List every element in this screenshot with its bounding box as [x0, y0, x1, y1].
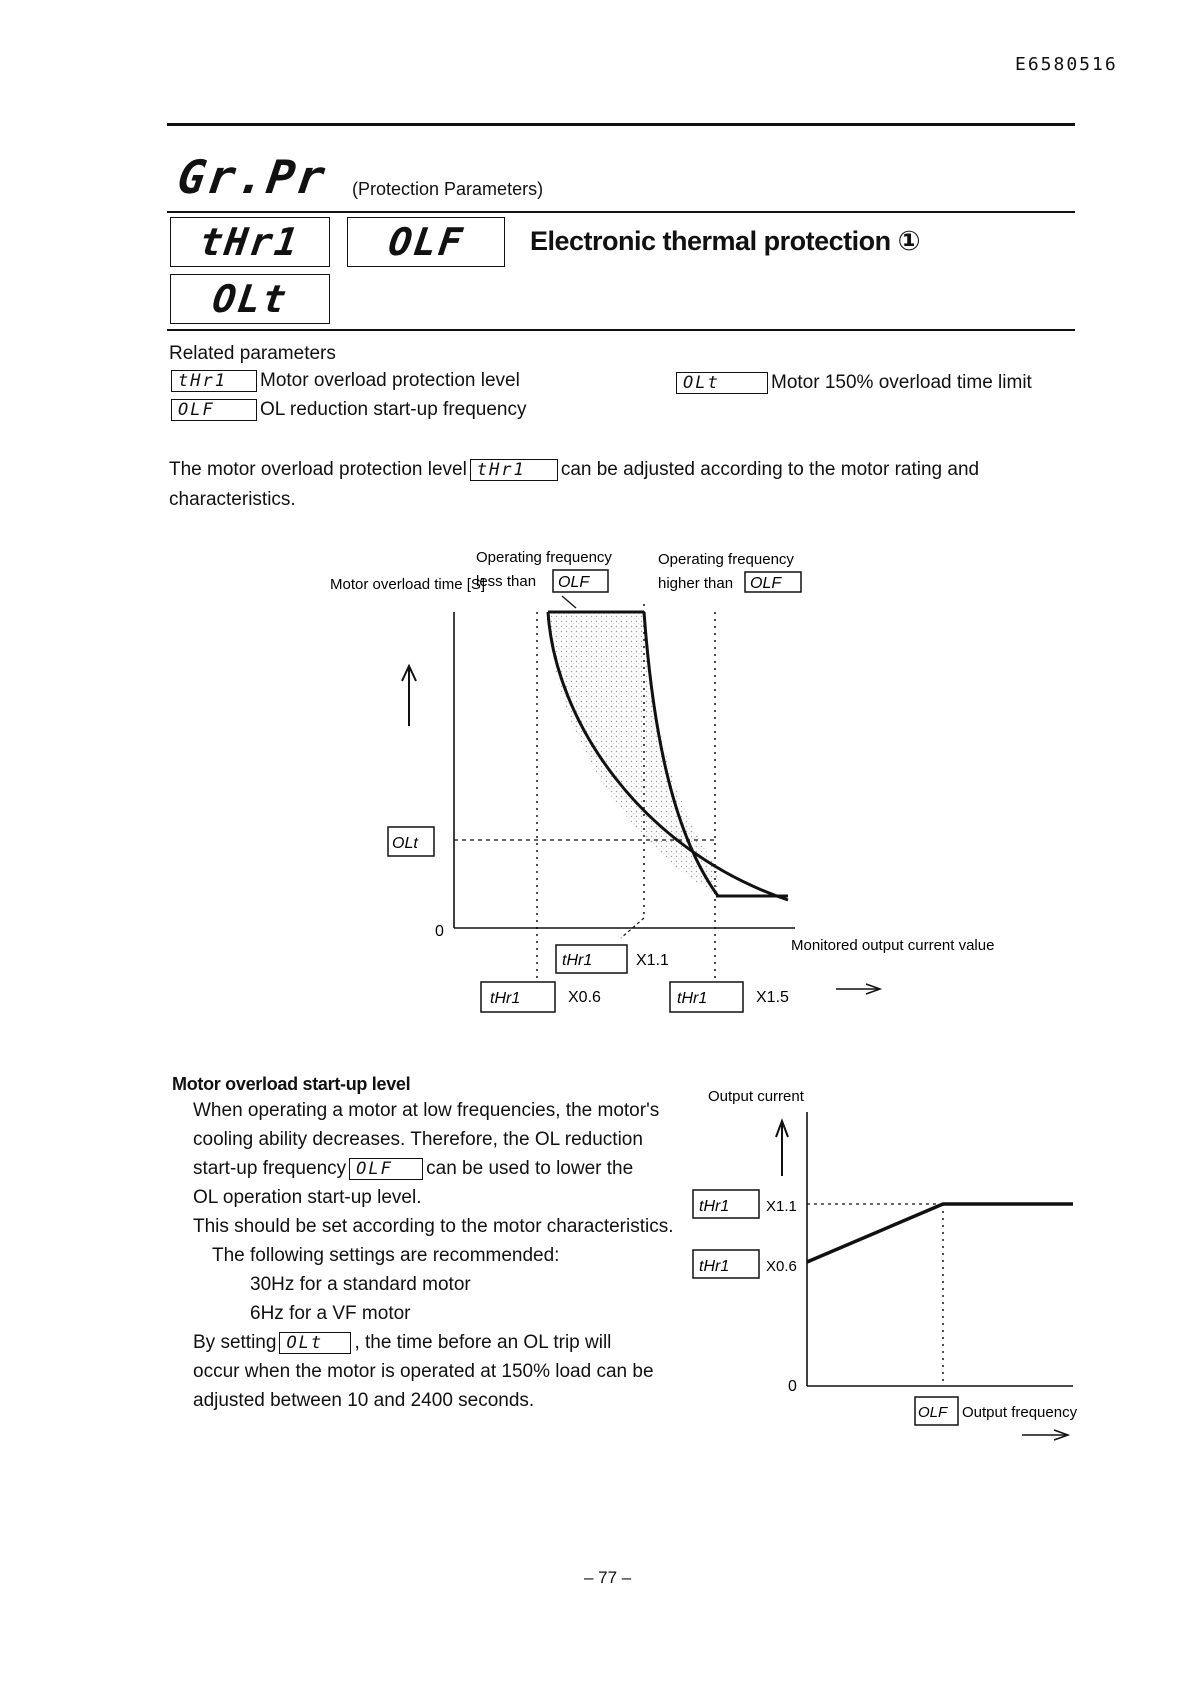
startup-line-10: occur when the motor is operated at 150% load can be — [193, 1361, 654, 1382]
related-item-olt: OLt Motor 150% overload time limit — [676, 372, 1032, 394]
section-title: Electronic thermal protection ① — [530, 226, 920, 256]
startup-line-2: cooling ability decreases. Therefore, the OL reduction — [193, 1129, 643, 1150]
ann-right-bottom: higher than — [658, 575, 734, 592]
startup-line-7: 30Hz for a standard motor — [250, 1274, 471, 1295]
group-code: Gr.Pr — [174, 150, 331, 204]
olt-marker: OLt — [392, 835, 418, 852]
related-item-olf: OLF OL reduction start-up frequency — [171, 399, 527, 421]
startup-line-8: 6Hz for a VF motor — [250, 1303, 411, 1324]
x-marker-06-mult: X0.6 — [568, 989, 601, 1006]
chart2-y06-mult: X0.6 — [766, 1258, 797, 1275]
chart2-y11-code: tHr1 — [699, 1198, 730, 1215]
param-box-thr1: tHr1 — [170, 217, 330, 267]
param-box-olf: OLF — [347, 217, 505, 267]
chart2-ylabel: Output current — [708, 1088, 804, 1105]
x-marker-15-code: tHr1 — [677, 990, 708, 1007]
startup-line-6: The following settings are recommended: — [212, 1245, 560, 1266]
origin-label: 0 — [435, 923, 444, 940]
x-marker-06-code: tHr1 — [490, 990, 521, 1007]
page-number: – 77 – — [584, 1568, 632, 1587]
chart2-y11-mult: X1.1 — [766, 1198, 797, 1215]
chart2-x-marker: OLF — [918, 1404, 948, 1421]
group-subtitle: (Protection Parameters) — [352, 179, 544, 199]
x-marker-15-mult: X1.5 — [756, 989, 789, 1006]
startup-line-4: OL operation start-up level. — [193, 1187, 422, 1208]
startup-heading: Motor overload start-up level — [172, 1074, 411, 1094]
intro-line: The motor overload protection level tHr1 can be adjusted according to the motor rating and — [169, 459, 980, 481]
related-item-thr1: tHr1 Motor overload protection level — [171, 370, 520, 392]
document-number: E6580516 — [1015, 54, 1118, 75]
startup-line-1: When operating a motor at low frequencies, the motor's — [193, 1100, 660, 1121]
startup-line-9: By setting OLt , the time before an OL trip will — [193, 1332, 612, 1353]
chart2-y06-code: tHr1 — [699, 1258, 730, 1275]
xlabel: Monitored output current value — [791, 937, 995, 954]
ylabel-line1: Motor overload time [S] — [330, 576, 486, 593]
ann-left-code: OLF — [558, 574, 590, 591]
chart2-xlabel: Output frequency — [962, 1404, 1078, 1421]
ann-left-top: Operating frequency — [476, 549, 612, 566]
ann-right-top: Operating frequency — [658, 551, 794, 568]
startup-line-11: adjusted between 10 and 2400 seconds. — [193, 1390, 535, 1411]
chart2-series — [807, 1204, 1073, 1262]
x-marker-11-code: tHr1 — [562, 952, 593, 969]
startup-line-3: start-up frequency OLF can be used to lower the — [193, 1158, 634, 1179]
ann-right-code: OLF — [750, 575, 782, 592]
intro-line-2: characteristics. — [169, 489, 296, 510]
x-marker-11-mult: X1.1 — [636, 952, 669, 969]
chart2-origin: 0 — [788, 1378, 797, 1395]
param-box-olt: OLt — [170, 274, 330, 324]
related-heading: Related parameters — [169, 343, 336, 364]
ann-left-bottom: less than — [476, 573, 537, 590]
startup-line-5: This should be set according to the motor characteristics. — [193, 1216, 674, 1237]
